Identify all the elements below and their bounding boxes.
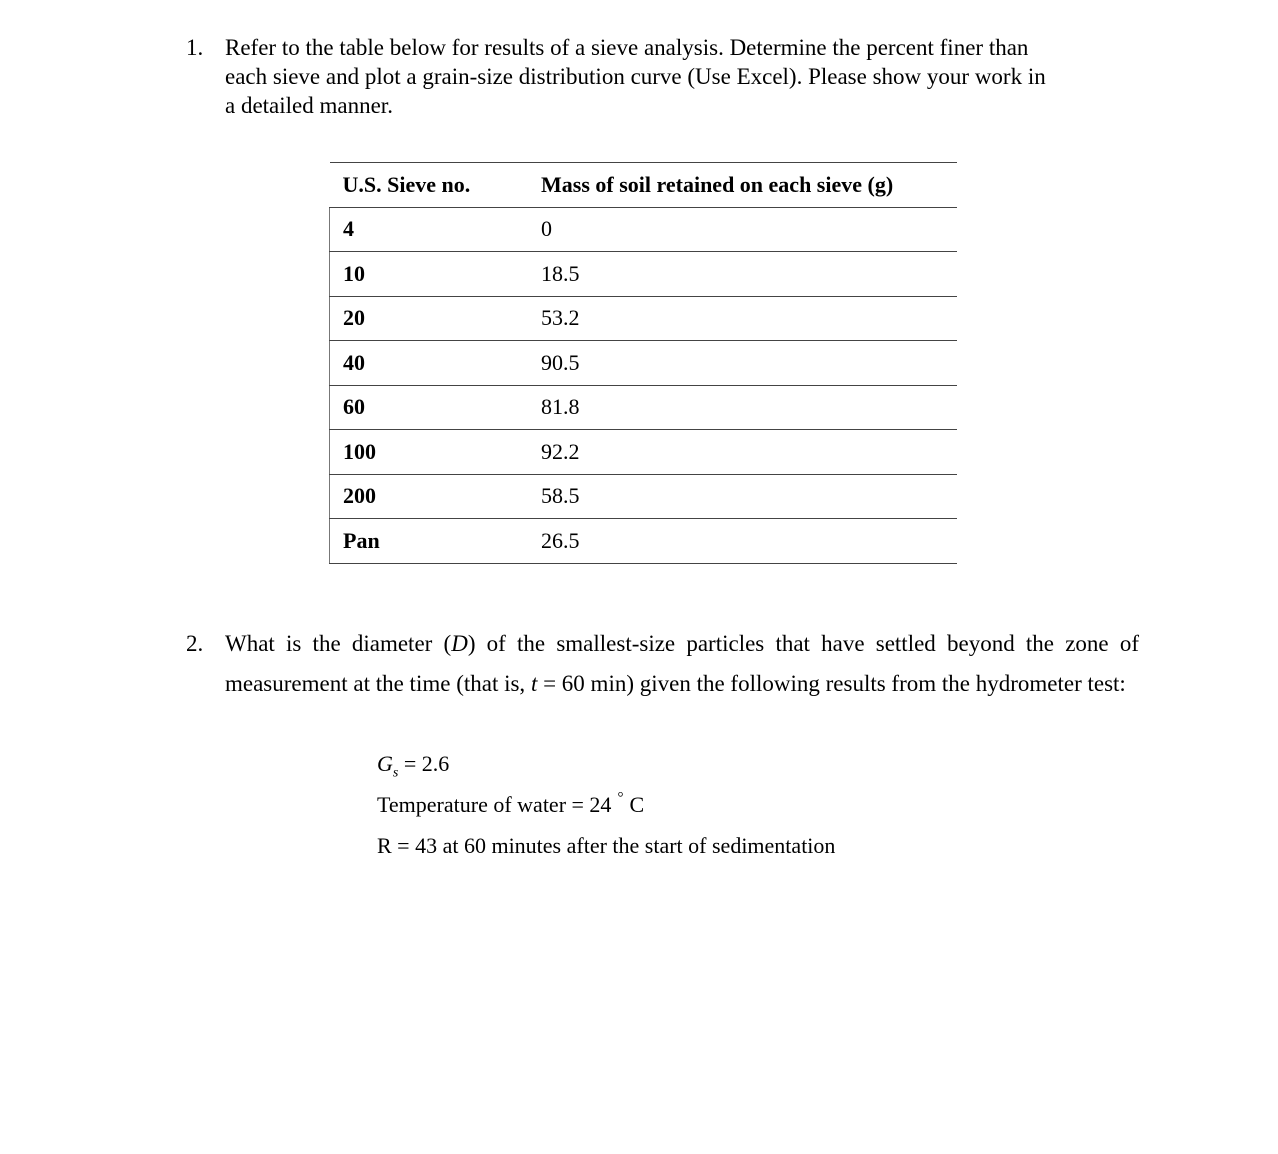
question-1-line-1: Refer to the table below for results of a sieve analysis. Determine the percent finer than — [225, 35, 1029, 60]
table-row — [330, 341, 958, 386]
question-number: 2. — [186, 631, 204, 656]
given-data — [377, 746, 835, 869]
column-header-sieve: U.S. Sieve no. — [330, 163, 542, 208]
sieve-number-cell: 20 — [330, 296, 542, 341]
temperature-label: Temperature of water = 24 — [377, 792, 612, 817]
sieve-number-cell: 10 — [330, 252, 542, 297]
table-header-row — [330, 163, 958, 208]
mass-cell: 0 — [541, 207, 957, 252]
question-2-line-1 — [225, 624, 1139, 664]
variable-t: t — [530, 671, 538, 696]
sieve-number-cell: 40 — [330, 341, 542, 386]
table-row — [330, 385, 958, 430]
text-fragment: ) of the smallest-size particles that have settled beyond the zone of — [467, 631, 1139, 656]
table-row — [330, 519, 958, 564]
sieve-number-cell: 60 — [330, 385, 542, 430]
table-row — [330, 474, 958, 519]
text-fragment: What is the diameter ( — [225, 631, 452, 656]
text-fragment: measurement at the time (that is, — [225, 671, 531, 696]
table-row — [330, 296, 958, 341]
question-1-line-3: a detailed manner. — [225, 93, 393, 118]
mass-cell: 92.2 — [541, 430, 957, 475]
sieve-number-cell: 100 — [330, 430, 542, 475]
question-number: 1. — [186, 35, 204, 60]
table-row — [330, 430, 958, 475]
sieve-analysis-table — [329, 162, 957, 564]
gs-value: = 2.6 — [398, 751, 450, 776]
sieve-number-cell: 4 — [330, 207, 542, 252]
question-1-line-2: each sieve and plot a grain-size distribution curve (Use Excel). Please show your work in — [225, 64, 1046, 89]
mass-cell: 26.5 — [541, 519, 957, 564]
hydrometer-reading-line: R = 43 at 60 minutes after the start of sedimentation — [377, 833, 836, 858]
temperature-unit: C — [629, 792, 645, 817]
sieve-number-cell: Pan — [330, 519, 542, 564]
question-2-line-2 — [225, 664, 1139, 704]
column-header-mass: Mass of soil retained on each sieve (g) — [541, 163, 957, 208]
gs-symbol: G — [377, 751, 393, 776]
table-row — [330, 207, 958, 252]
table-row — [330, 252, 958, 297]
degree-symbol: ° — [617, 790, 624, 806]
question-1-text — [225, 33, 1145, 120]
sieve-number-cell: 200 — [330, 474, 542, 519]
gs-subscript: s — [392, 765, 399, 781]
mass-cell: 58.5 — [541, 474, 957, 519]
mass-cell: 90.5 — [541, 341, 957, 386]
temperature-line — [377, 787, 835, 828]
mass-cell: 18.5 — [541, 252, 957, 297]
mass-cell: 53.2 — [541, 296, 957, 341]
mass-cell: 81.8 — [541, 385, 957, 430]
specific-gravity-line — [377, 746, 835, 787]
variable-d: D — [451, 631, 468, 656]
text-fragment: = 60 min) given the following results from the hydrometer test: — [537, 671, 1126, 696]
question-2-text — [225, 624, 1139, 704]
